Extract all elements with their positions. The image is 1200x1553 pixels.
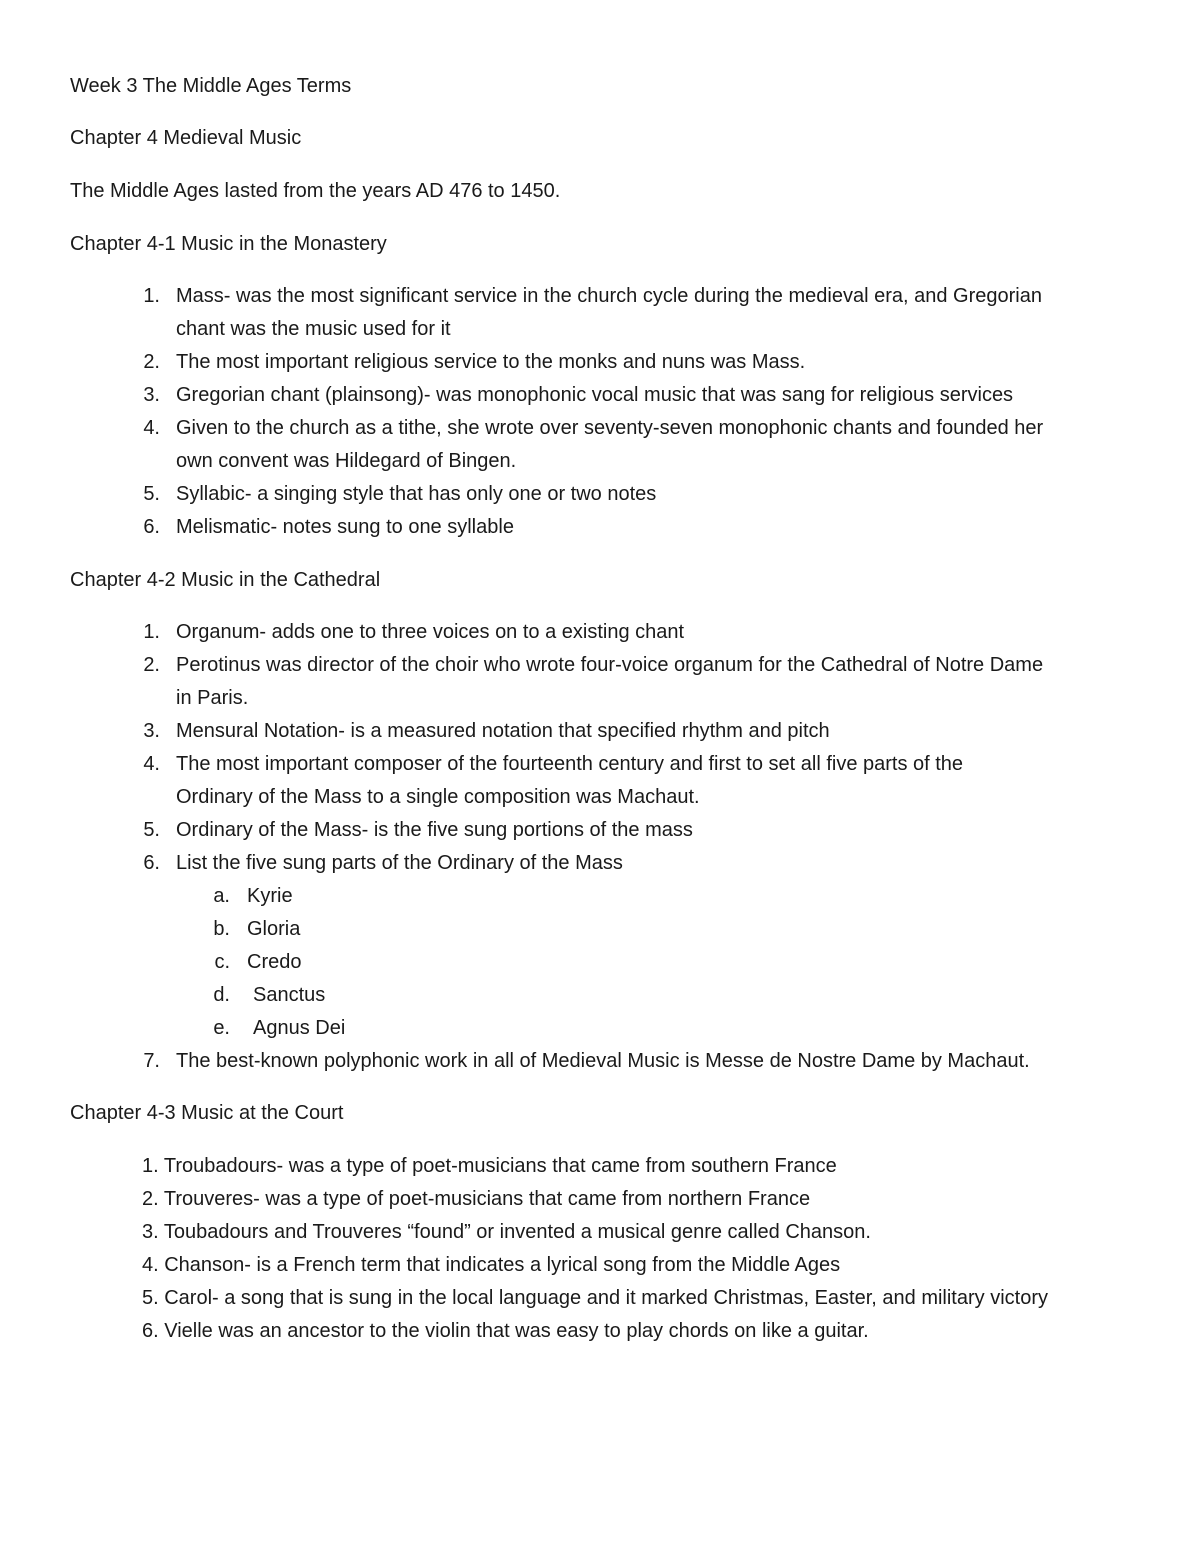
list-item-number: 1. xyxy=(143,285,160,307)
list-item-text: Perotinus was director of the choir who wrote four-voice organum for the Cathedral of Notre Dame xyxy=(176,654,1044,676)
sub-item-text: Kyrie xyxy=(247,885,293,907)
sub-item-letter: e. xyxy=(213,1017,230,1039)
court-list-item: 2. Trouveres- was a type of poet-musicians that came from northern France xyxy=(142,1188,811,1210)
list-item-text: The most important religious service to the monks and nuns was Mass. xyxy=(176,351,806,373)
section-heading-monastery: Chapter 4-1 Music in the Monastery xyxy=(70,233,387,255)
list-item-text: Ordinary of the Mass- is the five sung portions of the mass xyxy=(176,819,693,841)
sub-item-text: Sanctus xyxy=(253,984,326,1006)
list-item-number: 1. xyxy=(143,621,160,643)
section-heading-cathedral: Chapter 4-2 Music in the Cathedral xyxy=(70,569,381,591)
court-list-item: 6. Vielle was an ancestor to the violin that was easy to play chords on like a guitar. xyxy=(142,1320,869,1342)
list-item-text: Organum- adds one to three voices on to a existing chant xyxy=(176,621,685,643)
court-list-item: 4. Chanson- is a French term that indicates a lyrical song from the Middle Ages xyxy=(142,1254,841,1276)
list-item-text: List the five sung parts of the Ordinary of the Mass xyxy=(176,852,623,874)
list-item-number: 2. xyxy=(143,654,160,676)
sub-item-text: Credo xyxy=(247,951,302,973)
list-item-text: Syllabic- a singing style that has only one or two notes xyxy=(176,483,657,505)
list-item-number: 5. xyxy=(143,819,160,841)
chapter-heading: Chapter 4 Medieval Music xyxy=(70,127,302,149)
sub-item-text: Gloria xyxy=(247,918,301,940)
sub-item-letter: c. xyxy=(214,951,230,973)
list-item-number: 6. xyxy=(143,852,160,874)
list-item-number: 7. xyxy=(143,1050,160,1072)
list-item-number: 3. xyxy=(143,384,160,406)
sub-item-text: Agnus Dei xyxy=(253,1017,346,1039)
section-heading-court: Chapter 4-3 Music at the Court xyxy=(70,1102,344,1124)
list-item-text: Melismatic- notes sung to one syllable xyxy=(176,516,514,538)
court-list-item: 1. Troubadours- was a type of poet-musicians that came from southern France xyxy=(142,1155,837,1177)
sub-item-letter: d. xyxy=(213,984,230,1006)
list-item-text: Gregorian chant (plainsong)- was monophonic vocal music that was sang for religious services xyxy=(176,384,1014,406)
list-item-text: The most important composer of the fourteenth century and first to set all five parts of the xyxy=(176,753,964,775)
list-item-number: 4. xyxy=(143,753,160,775)
court-list-item: 5. Carol- a song that is sung in the local language and it marked Christmas, Easter, and military victory xyxy=(142,1287,1048,1309)
list-item-number: 3. xyxy=(143,720,160,742)
list-item-text: Given to the church as a tithe, she wrote over seventy-seven monophonic chants and founded her xyxy=(176,417,1044,439)
list-item-text: Mensural Notation- is a measured notation that specified rhythm and pitch xyxy=(176,720,830,742)
list-item-number: 6. xyxy=(143,516,160,538)
list-item-text: The best-known polyphonic work in all of Medieval Music is Messe de Nostre Dame by Machaut. xyxy=(176,1050,1030,1072)
list-item-number: 4. xyxy=(143,417,160,439)
list-item-text-continued: own convent was Hildegard of Bingen. xyxy=(176,450,517,472)
document-title: Week 3 The Middle Ages Terms xyxy=(70,75,352,97)
sub-item-letter: a. xyxy=(213,885,230,907)
list-item-text-continued: Ordinary of the Mass to a single composition was Machaut. xyxy=(176,786,700,808)
list-item-number: 5. xyxy=(143,483,160,505)
sub-item-letter: b. xyxy=(213,918,230,940)
list-item-text-continued: in Paris. xyxy=(176,687,249,709)
intro-paragraph: The Middle Ages lasted from the years AD 476 to 1450. xyxy=(70,180,561,202)
list-item-text-continued: chant was the music used for it xyxy=(176,318,451,340)
list-item-number: 2. xyxy=(143,351,160,373)
list-item-text: Mass- was the most significant service in the church cycle during the medieval era, and Gregorian xyxy=(176,285,1042,307)
court-list-item: 3. Toubadours and Trouveres “found” or invented a musical genre called Chanson. xyxy=(142,1221,871,1243)
